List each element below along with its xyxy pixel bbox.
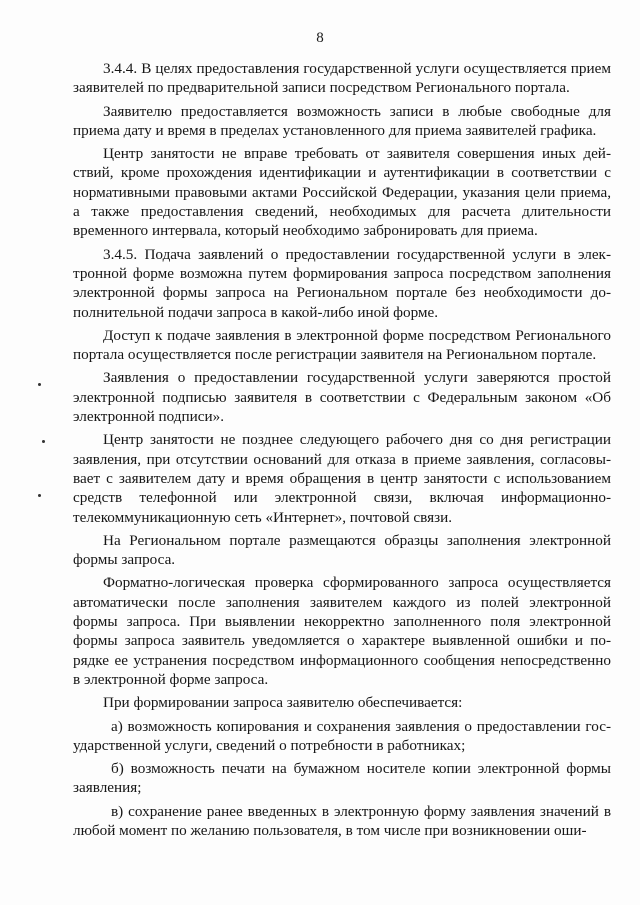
list-item-c: в) сохранение ранее введенных в электронную форму заявления значений в любой момент по желанию пользователя, в том числе при возникновении оши- (73, 802, 611, 839)
paragraph-form-samples: На Региональном портале размещаются образцы заполнения электронной формы запроса. (73, 531, 611, 569)
paragraph-booking-possibility: Заявителю предоставляется возможность записи в любые свободные для приема дату и время в пределах установленного для приема заявителей графика. (73, 102, 611, 139)
paragraph-3-4-4: 3.4.4. В целях предоставления государственной услуги осуществляется прием заявителей по предварительной записи посредством Регионального портала. (73, 60, 611, 97)
list-item-a: а) возможность копирования и сохранения заявления о предоставлении государственной услуги, сведений о потребности в работниках; (73, 717, 611, 754)
margin-mark (42, 440, 45, 443)
paragraph-format-check: Форматно-логическая проверка сформированного запроса осуществляется автоматически после заполнения заявителем каждого из полей электронной формы запроса. При выявлении некорректно заполненного поля электронной формы запроса заявитель уведомляется о характере выявленной ошибки и порядке ее устранения посредством информационного сообщения непосредственно в электронной форме запроса. (73, 574, 611, 688)
margin-mark (38, 383, 41, 386)
paragraph-appointment-coordination: Центр занятости не позднее следующего рабочего дня со дня регистрации заявления, при отсутствии оснований для отказа в приеме заявления, согласовывает с заявителем дату и время обращения в центр занятости с использованием средств телефонной или электронной связи, включая информационно-телекоммуникационную сеть «Интернет», почтовой связи. (73, 431, 611, 526)
paragraph-electronic-signature: Заявления о предоставлении государственной услуги заверяются простой электронной подписью заявителя в соответствии с Федеральным законом «Об электронной подписи». (73, 369, 611, 426)
paragraph-3-4-5: 3.4.5. Подача заявлений о предоставлении государственной услуги в электронной форме возможна путем формирования запроса посредством заполнения электронной формы запроса на Региональном портале без необходимости дополнительной подачи запроса в какой-либо иной форме. (73, 245, 611, 321)
paragraph-request-provisions: При формировании запроса заявителю обеспечивается: (103, 694, 463, 712)
document-body (73, 59, 611, 844)
list-item-b: б) возможность печати на бумажном носителе копии электронной формы заявления; (73, 760, 611, 797)
paragraph-portal-access: Доступ к подаче заявления в электронной форме посредством Регионального портала осуществляется после регистрации заявителя на Региональном портале. (73, 326, 611, 364)
page-number: 8 (316, 30, 324, 46)
paragraph-employment-center-restrictions: Центр занятости не вправе требовать от заявителя совершения иных действий, кроме прохождения идентификации и аутентификации в соответствии с нормативными правовыми актами Российской Федерации, указания цели приема, а также предоставления сведений, необходимых для расчета длительности временного интервала, который необходимо забронировать для приема. (73, 145, 611, 240)
margin-mark (38, 494, 41, 497)
